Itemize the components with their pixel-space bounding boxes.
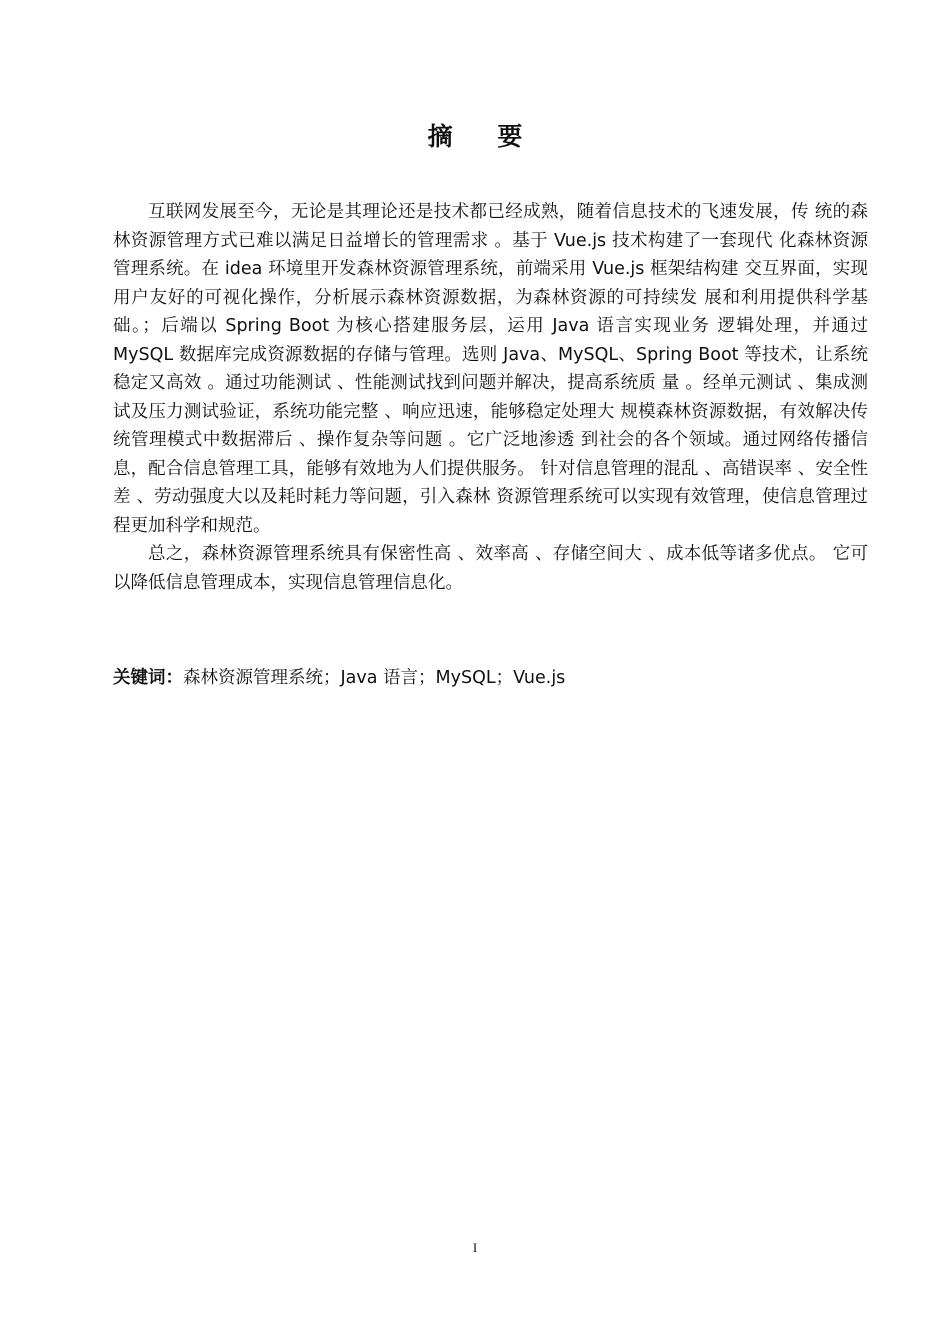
abstract-paragraph-2: 总之，森林资源管理系统具有保密性高 、效率高 、存储空间大 、成本低等诸多优点。 它可以降低信息管理成本，实现信息管理信息化。 [113,544,868,593]
page-number: I [472,1240,478,1255]
abstract-title: 摘 要 [427,122,541,151]
abstract-body [113,198,868,597]
keywords-label: 关键词： [113,668,183,688]
keywords-text: 森林资源管理系统；Java 语言；MySQL；Vue.js [183,668,566,688]
abstract-paragraph-1: 互联网发展至今，无论是其理论还是技术都已经成熟，随着信息技术的飞速发展，传 统的森林资源管理方式已难以满足日益增长的管理需求 。基于 Vue.js 技术构建了一套现代 化森林资源管理系统。在 idea 环境里开发森林资源管理系统，前端采用 Vue.js 框架结构建 交互界面，实现用户友好的可视化操作，分析展示森林资源数据，为森林资源的可持续发 展和利用提供科学基础。；后端以 Spring Boot 为核心搭建服务层，运用 Java 语言实现业务 逻辑处理，并通过 MySQL 数据库完成资源数据的存储与管理。选则 Java、MySQL、Spring Boot 等技术，让系统稳定又高效 。通过功能测试 、性能测试找到问题并解决，提高系统质 量 。经单元测试 、集成测试及压力测试验证，系统功能完整 、响应迅速，能够稳定处理大 规模森林资源数据，有效解决传统管理模式中数据滞后 、操作复杂等问题 。它广泛地渗透 到社会的各个领域。通过网络传播信息，配合信息管理工具，能够有效地为人们提供服务。 针对信息管理的混乱 、高错误率 、安全性差 、劳动强度大以及耗时耗力等问题，引入森林 资源管理系统可以实现有效管理，使信息管理过程更加科学和规范。 [113,202,868,536]
keywords-line [113,664,868,692]
